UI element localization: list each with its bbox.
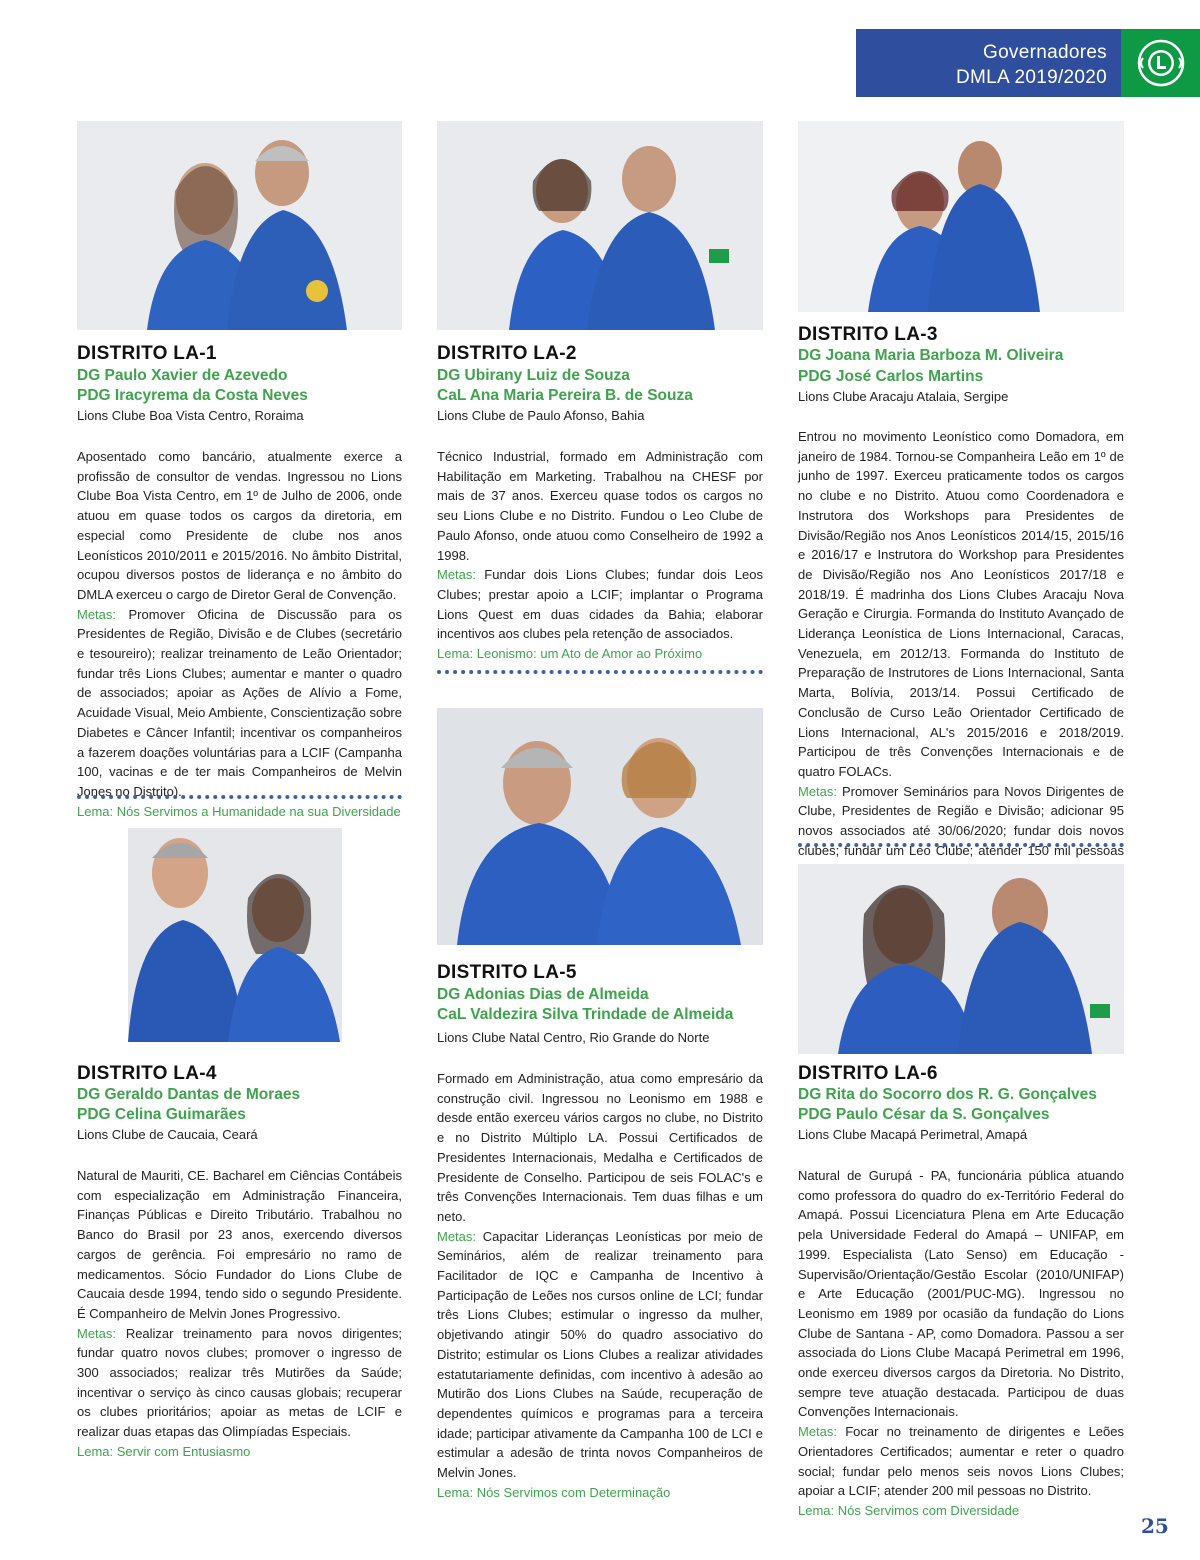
district-title: DISTRITO LA-3 xyxy=(798,324,938,345)
divider xyxy=(437,670,763,674)
partner-name: PDG Celina Guimarães xyxy=(77,1106,246,1123)
metas-label: Metas: xyxy=(437,567,477,583)
header-line2: DMLA 2019/2020 xyxy=(955,67,1107,88)
lema-text: Lema: Nós Servimos com Determinação xyxy=(437,1484,671,1500)
metas-text: Fundar dois Lions Clubes; fundar dois Leos Clubes; prestar apoio a LCIF; implantar o Programa Lions Quest em duas cidades da Bahia; elaborar incentivos aos clubes pela retenção de associados. xyxy=(437,567,763,642)
district-bio xyxy=(77,447,402,821)
lions-badge xyxy=(1121,29,1200,97)
photo-la3 xyxy=(798,121,1124,312)
lema-text: Lema: Nós Servimos com Diversidade xyxy=(798,1502,1020,1518)
club-name: Lions Clube de Caucaia, Ceará xyxy=(77,1127,258,1142)
district-bio xyxy=(798,427,1124,900)
district-bio xyxy=(437,1069,763,1502)
district-bio xyxy=(437,447,763,664)
metas-paragraph xyxy=(437,1227,763,1483)
metas-paragraph xyxy=(77,605,402,802)
bio-text: Entrou no movimento Leonístico como Domadora, em janeiro de 1984. Tornou-se Companheira Leão em 1º de junho de 1997. Exerceu praticamente todos os cargos no clube e no Distrito. Atuou como Coordenadora e Instrutora dos Workshops para Presidentes de Divisão/Região nos Anos Leonísticos 2014/15, 2015/16 e 2016/17 e Instrutora do Workshop para Presidentes de Divisão/Região nos Ano Leonísticos 2017/18 e 2018/19. É madrinha dos Lions Clubes Aracaju Nova Geração e Cirurgia. Formanda do Instituto Avançado de Liderança Leonística de Lions Internacional, Caracas, Venezuela, em 2012/13. Formanda do Instituto de Preparação de Instrutores de Lions Internacional, Santa Marta, Bolívia, 2013/14. Possui Certificado de Conclusão de Curso Leão Orientador Certificado de Lions Internacional, AL's 2015/2016 e 2018/2019. Participou de três Convenções Internacionais e de quatro FOLACs. xyxy=(798,429,1124,779)
partner-name: CaL Valdezira Silva Trindade de Almeida xyxy=(437,1006,734,1023)
district-title: DISTRITO LA-6 xyxy=(798,1063,938,1084)
metas-paragraph xyxy=(798,1422,1124,1501)
bio-text: Aposentado como bancário, atualmente exerce a profissão de consultor de vendas. Ingressou no Lions Clube Boa Vista Centro, em 1º de Julho de 2006, onde atuou em quase todos os cargos da diretoria, em especial como Presidente de clube nos anos Leonísticos 2010/2011 e 2015/2016. No âmbito Distrital, ocupou diversos postos de liderança e no âmbito do DMLA exerceu o cargo de Diretor Geral de Convenção. xyxy=(77,449,402,602)
header-line1: Governadores xyxy=(982,42,1107,63)
governor-name: DG Paulo Xavier de Azevedo xyxy=(77,367,288,384)
bio-text: Técnico Industrial, formado em Administração com Habilitação em Marketing. Trabalhou na CHESF por mais de 37 anos. Exerceu quase todos os cargos no seu Lions Clube e no Distrito. Fundou o Leo Clube de Paulo Afonso, onde atuou como Conselheiro de 1992 a 1998. xyxy=(437,449,763,563)
governor-name: DG Geraldo Dantas de Moraes xyxy=(77,1086,301,1103)
governor-name: DG Ubirany Luiz de Souza xyxy=(437,367,630,384)
metas-text: Focar no treinamento de dirigentes e Leões Orientadores Certificados; aumentar e reter o quadro social; fundar pelo menos seis novos Lions Clubes; apoiar a LCIF; atender 200 mil pessoas no Distrito. xyxy=(798,1424,1124,1499)
metas-text: Realizar treinamento para novos dirigentes; fundar quatro novos clubes; promover o ingresso de 300 associados; realizar três Mutirões da Saúde; incentivar o serviço às cinco causas globais; recuperar os clubes prioritários; apoiar as metas de LCIF e realizar duas etapas das Olimpíadas Especiais. xyxy=(77,1325,402,1440)
partner-name: PDG Iracyrema da Costa Neves xyxy=(77,387,308,404)
partner-name: PDG Paulo César da S. Gonçalves xyxy=(798,1106,1050,1123)
section-header xyxy=(856,29,1121,97)
divider xyxy=(77,795,402,799)
metas-text: Promover Oficina de Discussão para os Presidentes de Região, Divisão e de Clubes (secretário e tesoureiro); realizar treinamento de Leão Orientador; fundar três Lions Clubes; aumentar e manter o quadro de associados; apoiar as Ações de Alívio a Fome, Acuidade Visual, Meio Ambiente, Conscientização sobre Diabetes e Câncer Infantil; incentivar os companheiros a fazerem doações voluntárias para a LCIF (Campanha 100, vacinas e de ter mais Companheiros de Melvin Jones no Distrito). xyxy=(77,606,402,799)
lema-text: Lema: Servir com Entusiasmo xyxy=(77,1443,251,1459)
photo-la5 xyxy=(437,708,763,945)
photo-la2 xyxy=(437,121,763,330)
club-name: Lions Clube Macapá Perimetral, Amapá xyxy=(798,1127,1028,1142)
lions-emblem-icon xyxy=(1137,36,1185,90)
metas-paragraph xyxy=(437,565,763,644)
partner-name: CaL Ana Maria Pereira B. de Souza xyxy=(437,387,693,404)
district-bio xyxy=(77,1166,402,1462)
district-bio xyxy=(798,1166,1124,1521)
bio-text: Natural de Gurupá - PA, funcionária pública atuando como professora do quadro do ex-Território Federal do Amapá. Possui Licenciatura Plena em Arte Educação pela Universidade Federal do Amapá – UNIFAP, em 1999. Especialista (Lato Senso) em Educação - Supervisão/Orientação/Gestão Escolar (2010/UNIFAP) e Arte Educação (2001/PUC-MG). Ingressou no Leonismo em 1989 por ocasião da fundação do Lions Clube de Santana - AP, como Domadora. Passou a ser associada do Lions Clube Macapá Perimetral em 1996, onde exerceu diversos cargos da Diretoria. No Distrito, sempre teve atuação destacada. Participou de duas Convenções Internacionais. xyxy=(798,1168,1124,1420)
metas-paragraph xyxy=(77,1324,402,1442)
metas-text: Promover Seminários para Novos Dirigentes de Clube, Presidentes de Região e Divisão; adicionar 95 novos associados até 30/06/2020; fundar dois novos clubes; fundar um Leo Clube; atender 150 mil pessoas xyxy=(798,783,1124,858)
metas-label: Metas: xyxy=(77,1325,117,1341)
governor-name: DG Adonias Dias de Almeida xyxy=(437,986,649,1003)
metas-label: Metas: xyxy=(77,606,117,622)
lema-text: Lema: Nós Servimos a Humanidade na sua Diversidade xyxy=(77,803,401,819)
divider xyxy=(798,843,1124,847)
bio-text: Formado em Administração, atua como empresário da construção civil. Ingressou no Leonismo em 1988 e desde então exerceu vários cargos no clube, no Distrito e no Distrito Múltiplo LA. Possui Certificados de Presidentes Internacionais, Medalha e Certificados de Presidente de Conselho. Participou de seis FOLAC's e três Convenções Internacionais. Tem duas filhas e um neto. xyxy=(437,1071,763,1224)
photo-la4 xyxy=(128,828,342,1042)
district-title: DISTRITO LA-5 xyxy=(437,962,577,983)
photo-la6 xyxy=(798,864,1124,1054)
district-title: DISTRITO LA-1 xyxy=(77,343,217,364)
governor-name: DG Rita do Socorro dos R. G. Gonçalves xyxy=(798,1086,1097,1103)
metas-text: Capacitar Lideranças Leonísticas por meio de Seminários, além de realizar treinamento para Facilitador de IQC e Campanha de Incentivo à Participação de Leões nos cursos online de LCI; fundar três Lions Clubes; estimular o ingresso da mulher, objetivando atingir 50% do quadro associativo do Distrito; estimular os Lions Clubes a realizar atividades estatutariamente definidas, com incentivo à adesão ao Mutirão dos Lions Clubes na Saúde, recuperação de dependentes químicos e programas para a terceira idade; participar ativamente da Campanha 100 de LCI e estimular a adesão de trinta novos Companheiros de Melvin Jones. xyxy=(437,1228,763,1481)
partner-name: PDG José Carlos Martins xyxy=(798,368,984,385)
club-name: Lions Clube de Paulo Afonso, Bahia xyxy=(437,408,645,423)
club-name: Lions Clube Boa Vista Centro, Roraima xyxy=(77,408,304,423)
photo-la1 xyxy=(77,121,402,330)
metas-label: Metas: xyxy=(798,1424,838,1440)
lema-text: Lema: Leonismo: um Ato de Amor ao Próximo xyxy=(437,646,703,662)
club-name: Lions Clube Aracaju Atalaia, Sergipe xyxy=(798,389,1009,404)
district-title: DISTRITO LA-4 xyxy=(77,1063,217,1084)
metas-label: Metas: xyxy=(437,1228,477,1244)
club-name: Lions Clube Natal Centro, Rio Grande do Norte xyxy=(437,1030,710,1045)
page-number: 25 xyxy=(1141,1514,1169,1538)
governor-name: DG Joana Maria Barboza M. Oliveira xyxy=(798,347,1064,364)
metas-label: Metas: xyxy=(798,783,838,799)
district-title: DISTRITO LA-2 xyxy=(437,343,577,364)
bio-text: Natural de Mauriti, CE. Bacharel em Ciências Contábeis com especialização em Administração Financeira, Finanças Públicas e Direito Tributário. Trabalhou no Banco do Brasil por 23 anos, exercendo diversos cargos de gerência. Foi empresário no ramo de medicamentos. Sócio Fundador do Lions Clube de Caucaia desde 1994, tendo sido o segundo Presidente. É Companheiro de Melvin Jones Progressivo. xyxy=(77,1168,402,1321)
